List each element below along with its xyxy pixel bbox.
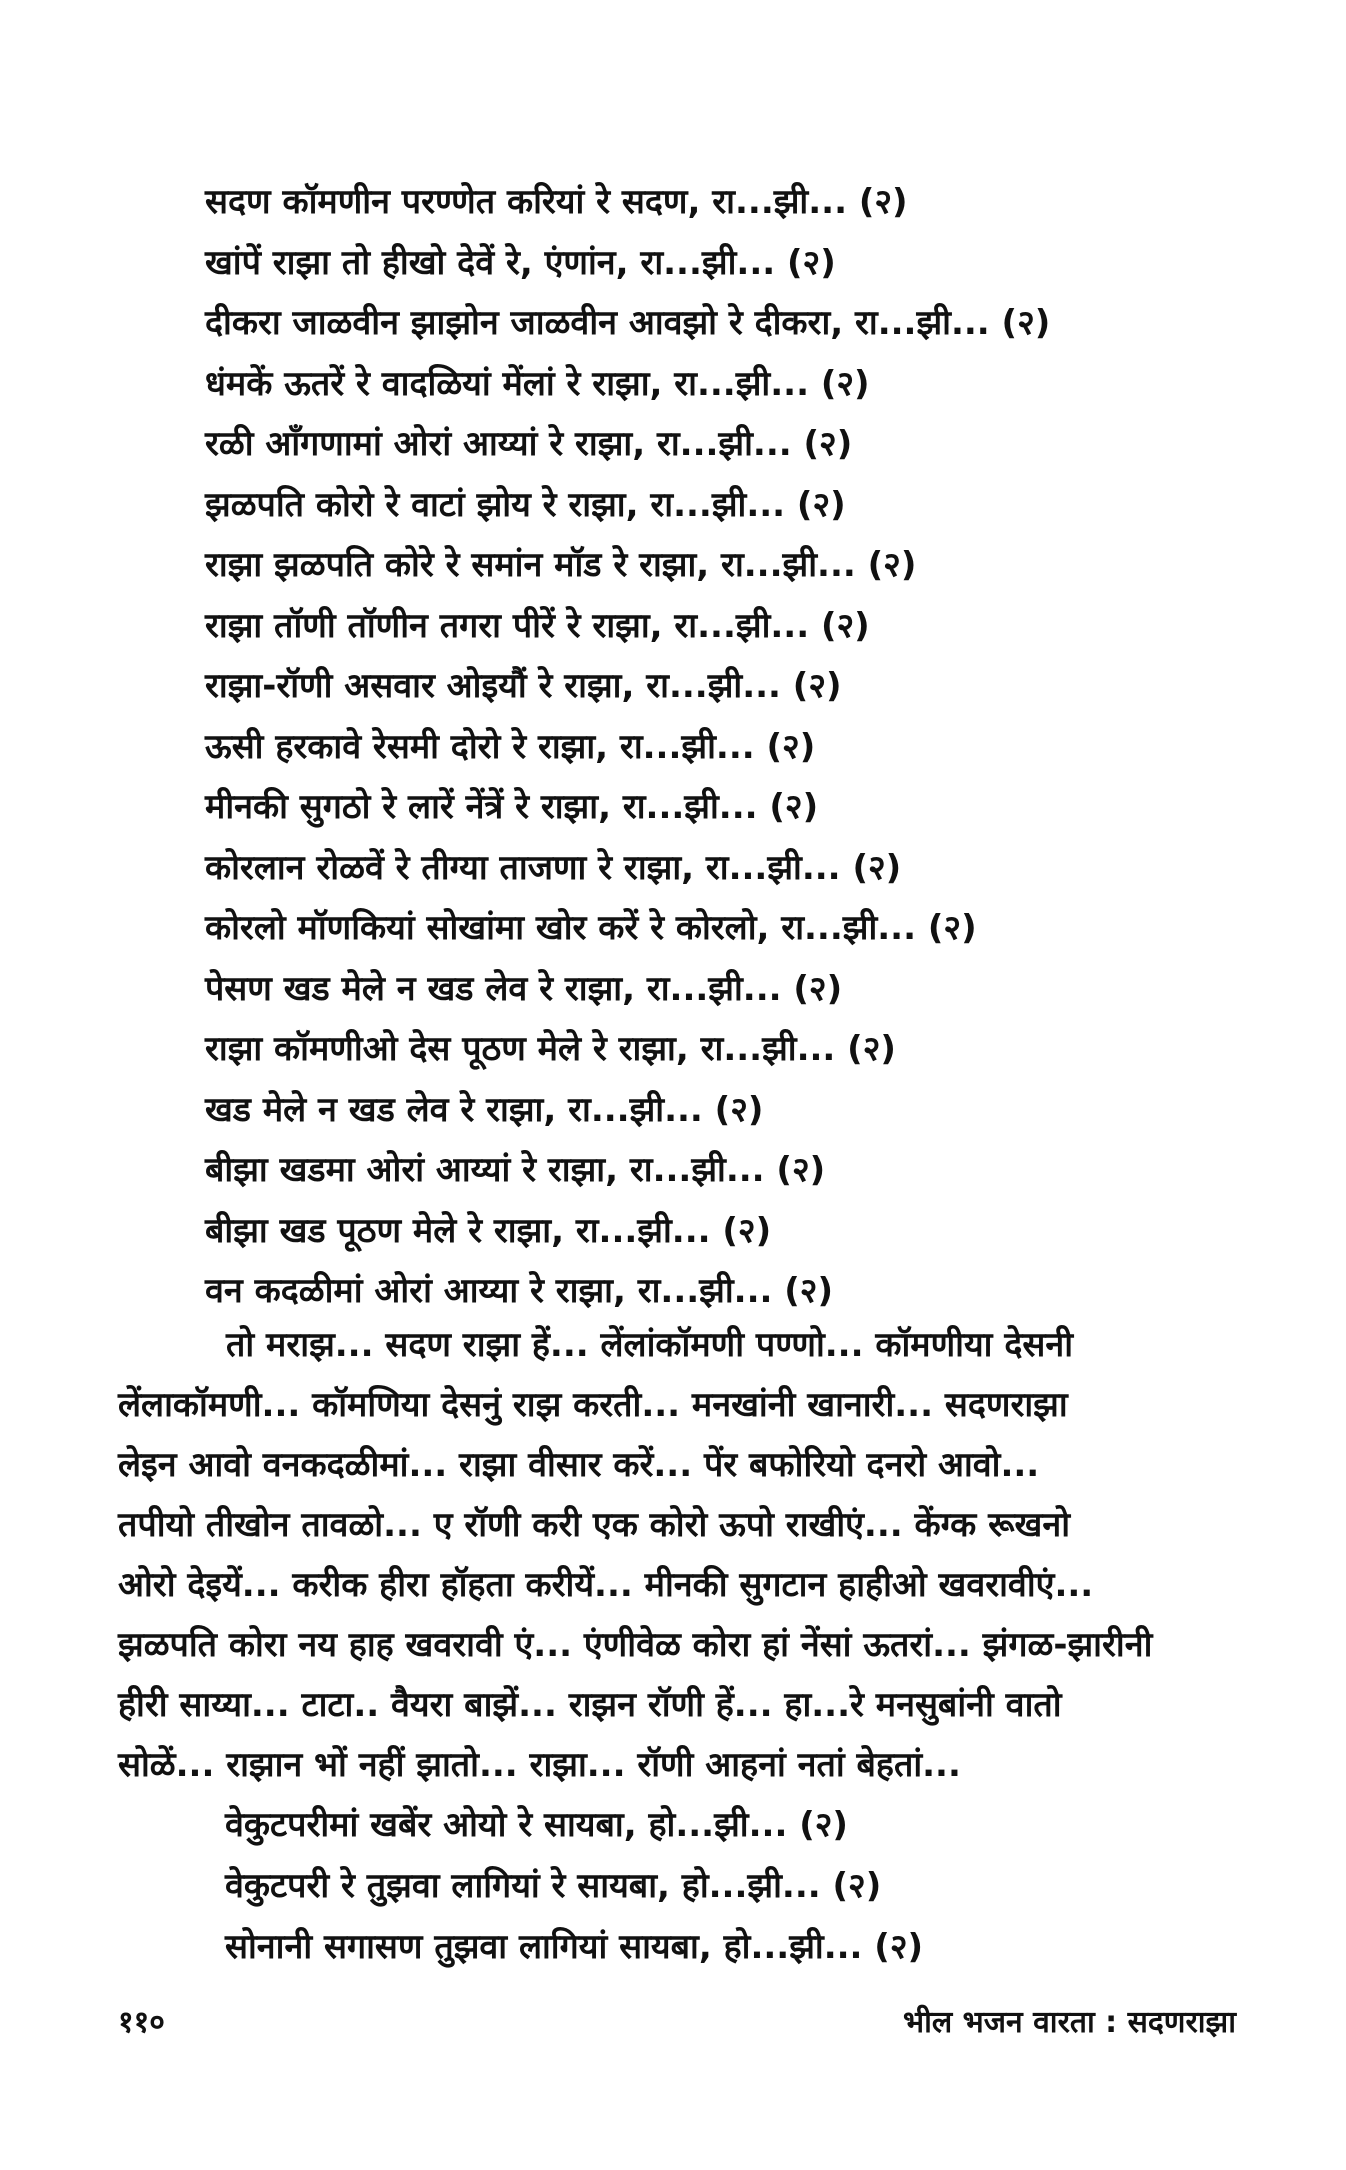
song-verse-block-2: [225, 1795, 1285, 1978]
verse-line: वन कदळीमां ओरां आय्या रे राझा, रा...झी... (२): [205, 1271, 834, 1311]
prose-line: ओरो देइयें... करीक हीरा हॉहता करीयें... मीनकी सुगटान हाहीओ खवरावीएं...: [118, 1565, 1094, 1605]
running-title: भील भजन वारता : सदणराझा: [903, 2005, 1236, 2040]
page-footer: [118, 2000, 1236, 2044]
verse-line: ऊसी हरकावे रेसमी दोरो रे राझा, रा...झी... (२): [205, 726, 816, 767]
verse-line: झळपति कोरो रे वाटां झोय रे राझा, रा...झी... (२): [205, 484, 846, 525]
prose-line: लेंलाकॉमणी... कॉमणिया देसनुं राझ करती... मनखांनी खानारी... सदणराझा: [118, 1385, 1068, 1425]
verse-line: वेकुटपरीमां खबेंर ओयो रे सायबा, हो...झी... (२): [225, 1805, 848, 1845]
verse-line: राझा कॉमणीओ देस पूठण मेले रे राझा, रा...झी... (२): [205, 1029, 896, 1069]
verse-line: रळी आँगणामां ओरां आय्यां रे राझा, रा...झी... (२): [205, 424, 853, 464]
verse-line: खांपें राझा तो हीखो देवें रे, एंणांन, रा...झी... (२): [205, 242, 836, 283]
prose-line: तपीयो तीखोन तावळो... ए रॉणी करी एक कोरो ऊपो राखीएं... केंग्क रूखनो: [118, 1505, 1071, 1545]
verse-line: मीनकी सुगठो रे लारें नेंत्रें रे राझा, रा...झी... (२): [205, 787, 819, 827]
verse-line: दीकरा जाळवीन झाझोन जाळवीन आवझो रे दीकरा, रा...झी... (२): [205, 303, 1051, 343]
prose-line: हीरी साय्या... टाटा.. वैयरा बाझें... राझन रॉणी हें... हा...रे मनसुबांनी वातो: [118, 1685, 1062, 1725]
verse-line: बीझा खड पूठण मेले रे राझा, रा...झी... (२): [205, 1210, 772, 1251]
verse-line: कोरलान रोळवें रे तीग्या ताजणा रे राझा, रा...झी... (२): [205, 847, 902, 888]
verse-line: बीझा खडमा ओरां आय्यां रे राझा, रा...झी... (२): [205, 1150, 826, 1190]
verse-line: राझा तॉणी तॉणीन तगरा पीरें रे राझा, रा...झी... (२): [205, 605, 870, 646]
page-number: ११०: [118, 2005, 165, 2040]
verse-line: सदण कॉमणीन परण्णेत करियां रे सदण, रा...झी... (२): [205, 182, 908, 222]
verse-line: राझा-रॉणी असवार ओइयौं रे राझा, रा...झी... (२): [205, 666, 842, 706]
verse-line: खड मेले न खड लेव रे राझा, रा...झी... (२): [205, 1089, 764, 1130]
verse-line: पेसण खड मेले न खड लेव रे राझा, रा...झी... (२): [205, 968, 843, 1009]
verse-line: सोनानी सगासण तुझवा लागियां सायबा, हो...झी... (२): [225, 1927, 924, 1967]
prose-line: तो मराझ... सदण राझा हें... लेंलांकॉमणी पण्णो... कॉमणीया देसनी: [226, 1325, 1074, 1365]
prose-line: सोळें... राझान भों नहीं झातो... राझा... रॉणी आहनां नतां बेहतां...: [118, 1745, 961, 1785]
verse-line: कोरलो मॉणकियां सोखांमा खोर करें रे कोरलो, रा...झी... (२): [205, 908, 977, 948]
prose-line: झळपति कोरा नय हाह खवरावी एं... एंणीवेळ कोरा हां नेंसां ऊतरां... झंगळ-झारीनी: [118, 1625, 1153, 1665]
verse-line: धंमकें ऊतरें रे वादळियां मेंलां रे राझा, रा...झी... (२): [205, 363, 870, 404]
prose-line: लेइन आवो वनकदळीमां... राझा वीसार करें... पेंर बफोरियो दनरो आवो...: [118, 1445, 1040, 1485]
prose-paragraph: [118, 1315, 1236, 1795]
verse-line: वेकुटपरी रे तुझवा लागियां रे सायबा, हो...झी... (२): [225, 1866, 882, 1906]
verse-line: राझा झळपति कोरे रे समांन मॉड रे राझा, रा...झी... (२): [205, 545, 917, 585]
song-verse-block: [205, 172, 1265, 1322]
